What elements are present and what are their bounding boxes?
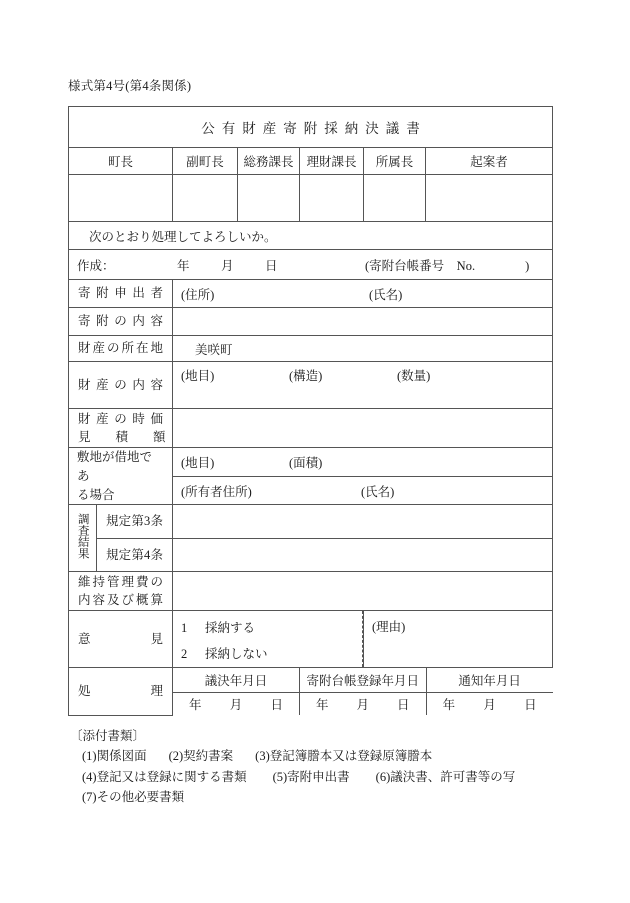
creation-year-marker[interactable]: 年 [177,258,190,273]
process-row [69,668,553,716]
property-structure-marker: (構造) [289,369,323,383]
opinion-choice-reject-number: 2 [181,647,188,662]
notice-text: 次のとおり処理してよろしいか。 [89,229,277,244]
attachment-item-1: (1)関係図面 [82,749,147,764]
donation-content-value-cell[interactable] [173,308,553,336]
maintenance-label-line1: 維持管理費の [78,575,163,590]
donation-content-value [173,308,552,335]
process-subtable [173,668,553,715]
property-category-marker: (地目) [181,369,215,383]
attachment-item-6: (6)議決書、許可書等の写 [375,769,516,784]
property-value-row [69,409,553,448]
property-value-cell[interactable] [173,409,553,448]
leased-land-label-line2: る場合 [77,487,115,502]
creation-label: 作成： [77,258,115,273]
notice-cell [69,222,553,250]
leased-land-row-1 [69,448,553,477]
maintenance-value-cell[interactable] [173,572,553,611]
property-location-label-cell [69,336,173,362]
leased-land-area-marker: (面積) [289,456,323,471]
leased-land-label-cell [69,448,173,505]
property-quantity-marker: (数量) [397,369,431,383]
creation-row [69,250,553,280]
process-subtable-cell [173,668,553,716]
approver-header-finance: 理財課長 [300,148,364,175]
donation-content-label: 寄附の内容 [78,314,163,329]
creation-month-marker[interactable]: 月 [221,258,234,273]
approver-stamp-row [69,175,553,222]
investigation-label-cell [69,505,97,572]
owner-name-marker: (氏名) [361,484,395,499]
leased-land-owner-cell[interactable] [173,476,553,505]
applicant-row [69,280,553,308]
document-title-cell [69,107,553,148]
leased-land-detail-cell[interactable] [173,448,553,477]
opinion-choice-accept[interactable] [181,618,255,636]
process-label: 処理 [78,684,163,699]
investigation-rule3-row [69,505,553,539]
rule3-value-cell[interactable] [173,505,553,539]
approver-header-section: 所属長 [364,148,426,175]
approver-stamp-chief[interactable] [69,175,173,222]
opinion-choice-reject-text: 採納しない [205,647,268,662]
process-date-register-text: 年 月 日 [316,698,410,713]
property-location-value: 美咲町 [195,343,233,357]
property-value-label-cell [69,409,173,448]
property-value-input [173,409,552,447]
approver-header-row [69,148,553,175]
approver-stamp-finance[interactable] [300,175,364,222]
property-location-label: 財産の所在地 [78,341,163,356]
applicant-label: 寄附申出者 [78,286,163,301]
attachment-item-3: (3)登記簿謄本又は登録原簿謄本 [255,749,433,764]
rule4-label: 規定第4条 [106,547,163,562]
process-date-notice-text: 年 月 日 [442,698,537,713]
opinion-choice-accept-number: 1 [181,621,188,636]
maintenance-row [69,572,553,611]
attachments-line-3 [68,787,515,807]
process-col-resolution: 議決年月日 [173,668,300,693]
leased-land-label-line1: 敷地が借地であ [77,450,153,483]
approver-header-general-affairs: 総務課長 [238,148,300,175]
title-row [69,107,553,148]
property-location-row [69,336,553,362]
approver-header-chief: 町長 [69,148,173,175]
document-title: 公有財産寄附採納決議書 [201,121,427,136]
rule4-value-cell[interactable] [173,538,553,572]
creation-cell [69,250,553,280]
decision-form-table [68,106,553,716]
leased-land-category-marker: (地目) [181,456,215,471]
donation-content-label-cell [69,308,173,336]
attachments-line-1 [68,746,515,766]
property-value-label-line1: 財産の時価 [78,411,163,426]
opinion-choice-accept-text: 採納する [205,621,256,636]
process-date-row [173,693,553,716]
attachments-line-2 [68,767,515,787]
maintenance-label-line2: 内容及び概算 [78,593,163,608]
attachments-heading: 〔添付書類〕 [70,729,146,743]
approver-header-deputy: 副町長 [173,148,238,175]
rule4-label-cell [97,538,173,572]
applicant-name-marker: (氏名) [369,288,403,302]
property-content-label-cell [69,362,173,409]
investigation-label: 調査結果 [76,513,89,560]
attachment-item-7: (7)その他必要書類 [82,789,185,804]
opinion-choices-cell[interactable] [173,611,364,668]
approver-stamp-general-affairs[interactable] [238,175,300,222]
register-number-note[interactable]: (寄附台帳番号 No. ) [365,258,530,273]
investigation-rule4-row [69,538,553,572]
process-col-notice: 通知年月日 [426,668,553,693]
creation-day-marker[interactable]: 日 [265,258,278,273]
applicant-address-marker: (住所) [181,288,215,302]
rule3-label: 規定第3条 [106,514,163,529]
approver-header-drafter: 起案者 [426,148,553,175]
process-date-notice[interactable] [426,693,553,716]
approver-stamp-drafter[interactable] [426,175,553,222]
process-date-resolution[interactable] [173,693,300,716]
maintenance-value [173,572,552,610]
approver-stamp-section[interactable] [364,175,426,222]
process-header-row [173,668,553,693]
opinion-label: 意見 [78,632,163,647]
attachments-section [68,726,515,807]
form-number: 様式第4号(第4条関係) [68,79,192,93]
property-content-label: 財産の内容 [78,377,163,392]
process-label-cell [69,668,173,716]
owner-address-marker: (所有者住所) [181,484,252,499]
opinion-reason-marker: (理由) [372,620,406,635]
applicant-label-cell [69,280,173,308]
property-value-label-line2: 見 積 額 [78,430,166,444]
attachment-item-5: (5)寄附申出書 [272,769,350,784]
attachment-item-2: (2)契約書案 [168,749,234,764]
opinion-label-cell [69,611,173,668]
opinion-choice-reject[interactable] [181,644,268,662]
applicant-value-cell[interactable] [173,280,553,308]
maintenance-label-cell [69,572,173,611]
attachment-item-4: (4)登記又は登録に関する書類 [82,769,247,784]
approver-stamp-deputy[interactable] [173,175,238,222]
donation-content-row [69,308,553,336]
opinion-reason-cell[interactable] [364,611,553,668]
property-content-row [69,362,553,409]
opinion-row [69,611,553,668]
rule3-label-cell [97,505,173,539]
process-date-register[interactable] [300,693,427,716]
process-date-resolution-text: 年 月 日 [189,698,284,713]
notice-row [69,222,553,250]
property-content-value-cell[interactable] [173,362,553,409]
process-col-register: 寄附台帳登録年月日 [300,668,427,693]
property-location-value-cell[interactable] [173,336,553,362]
